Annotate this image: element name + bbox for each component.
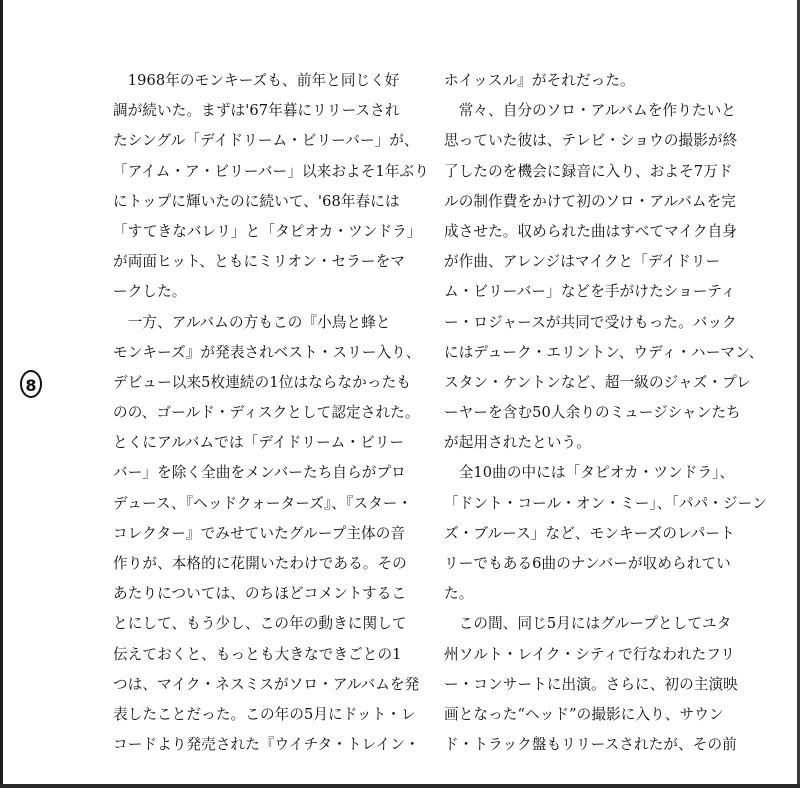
text-line: バー」を除く全曲をメンバーたち自らがプロ — [113, 464, 406, 482]
text-line: 州ソルト・レイク・シティで行なわれたフリ — [444, 645, 736, 663]
text-line: この間、同じ5月にはグループとしてユタ — [444, 615, 732, 633]
text-line: が起用されたという。 — [444, 434, 591, 452]
text-line: のの、ゴールド・ディスクとして認定された。 — [113, 404, 420, 422]
text-line: モンキーズ』が発表されベスト・スリー入り、 — [113, 343, 421, 361]
text-line: ム・ビリーバー」などを手がけたショーティ — [444, 283, 736, 301]
text-line: コードより発売された『ウイチタ・トレイン・ — [113, 736, 420, 754]
text-line: デビュー以来5枚連続の1位はならなかったも — [113, 373, 411, 391]
text-line: とにして、もう少し、この年の動きに関して — [113, 615, 407, 633]
text-line: とくにアルバムでは「デイドリーム・ビリー — [113, 434, 405, 452]
text-line: ルの制作費をかけて初のソロ・アルバムを完 — [444, 192, 736, 210]
text-line: 作りが、本格的に花開いたわけである。その — [113, 555, 407, 572]
text-line: ーヤーを含む50人余りのミュージシャンたち — [444, 404, 741, 422]
text-line: 一方、アルバムの方もこの『小鳥と蜂と — [113, 313, 391, 331]
text-line: にはデューク・エリントン、ウディ・ハーマン、 — [444, 343, 764, 361]
text-line: 表したことだった。この年の5月にドット・レ — [113, 705, 416, 723]
text-line: ークした。 — [113, 283, 187, 301]
text-column-right — [444, 66, 769, 760]
text-line: が作曲、アレンジはマイクと「デイドリー — [444, 253, 721, 271]
text-line: コレクター』でみせていたグループ主体の音 — [113, 524, 406, 542]
text-line: ホイッスル』がそれだった。 — [444, 72, 635, 89]
text-line: 了したのを機会に録音に入り、およそ7万ド — [444, 162, 733, 180]
text-line: 調が続いた。まずは'67年暮にリリースされ — [113, 102, 400, 120]
text-line: 伝えておくと、もっとも大きなできごとの1 — [113, 645, 402, 663]
text-line: 「ドント・コール・オン・ミー」、「パパ・ジーン — [444, 494, 767, 512]
text-line: リーでもある6曲のナンバーが収められてい — [444, 555, 731, 572]
text-line: 成させた。収められた曲はすべてマイク自身 — [444, 222, 738, 240]
text-line: ー・コンサートに出演。さらに、初の主演映 — [444, 675, 738, 693]
text-line: 思っていた彼は、テレビ・ショウの撮影が終 — [444, 132, 738, 150]
text-line: 全10曲の中には「タピオカ・ツンドラ」、 — [444, 464, 735, 482]
text-line: たシングル「デイドリーム・ビリーバー」が、 — [113, 132, 419, 150]
text-line: ー・ロジャースが共同で受けもった。バック — [444, 313, 737, 331]
text-line: 1968年のモンキーズも、前年と同じく好 — [113, 72, 400, 89]
text-line: 「アイム・ア・ビリーバー」以来およそ1年ぶり — [113, 162, 429, 180]
text-line: ド・トラック盤もリリースされたが、その前 — [444, 736, 737, 754]
text-line: つは、マイク・ネスミスがソロ・アルバムを発 — [113, 675, 420, 693]
text-line: スタン・ケントンなど、超一級のジャズ・プレ — [444, 373, 751, 391]
text-line: 「すてきなバレリ」と「タピオカ・ツンドラ」 — [113, 222, 422, 240]
scan-edge-left — [0, 0, 3, 788]
scan-edge-bottom — [0, 784, 800, 788]
text-column-left — [113, 66, 429, 760]
text-line: ズ・ブルース」など、モンキーズのレパート — [444, 524, 735, 542]
page-number: 8 — [20, 370, 42, 398]
text-line: 常々、自分のソロ・アルバムを作りたいと — [444, 102, 736, 120]
text-line: た。 — [444, 585, 474, 603]
text-line: 画となった“ヘッド”の撮影に入り、サウン — [444, 705, 724, 723]
text-line: デュース、『ヘッドクォーターズ』、『スター・ — [113, 494, 413, 512]
text-line: にトップに輝いたのに続いて、'68年春には — [113, 192, 400, 210]
text-line: あたりについては、のちほどコメントするこ — [113, 585, 407, 603]
text-line: が両面ヒット、ともにミリオン・セラーをマ — [113, 253, 405, 271]
